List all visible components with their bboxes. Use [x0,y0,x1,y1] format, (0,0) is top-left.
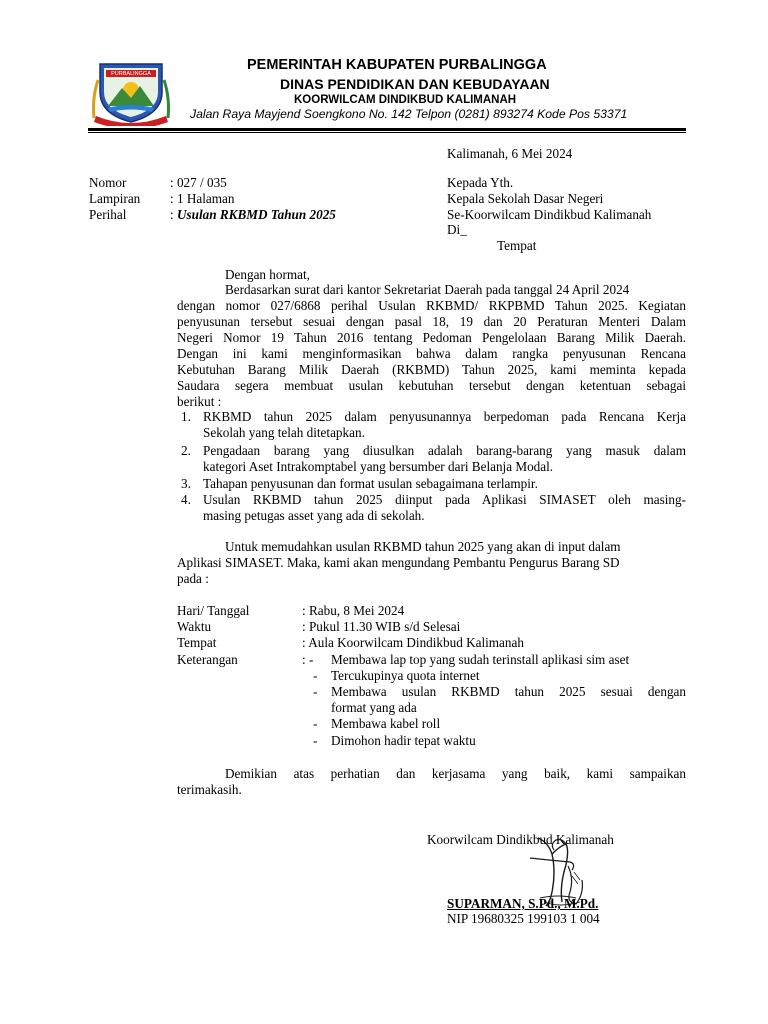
note-line: Membawa kabel roll [331,716,441,731]
note-line: format yang ada [331,700,417,715]
letterhead-address: Jalan Raya Mayjend Soengkono No. 142 Telpon (0281) 893274 Kode Pos 53371 [190,107,628,121]
letterhead-line3: KOORWILCAM DINDIKBUD KALIMANAH [294,94,517,106]
paragraph-line: Dengan ini kami menginformasikan bahwa dalam rangka penyusunan Rencana [177,346,686,361]
header-rule-thick [88,128,686,131]
list-item-line: Tahapan penyusunan dan format usulan sebagaimana terlampir. [203,476,538,491]
recipient-line4: Di_ [447,222,467,237]
paragraph-line: dengan nomor 027/6868 perihal Usulan RKBMD/ RKPBMD Tahun 2025. Kegiatan [177,298,686,313]
recipient-line5: Tempat [497,238,537,253]
list-item-line: Pengadaan barang yang diusulkan adalah barang-barang yang masuk dalam [203,443,686,458]
schedule-value-place: : Aula Koorwilcam Dindikbud Kalimanah [302,635,524,650]
paragraph-line: berikut : [177,394,222,409]
note-line: Membawa lap top yang sudah terinstall aplikasi sim aset [331,652,630,667]
letterhead-line2: DINAS PENDIDIKAN DAN KEBUDAYAAN [280,76,550,92]
signatory-nip: NIP 19680325 199103 1 004 [447,911,600,926]
paragraph-line: Negeri Nomor 19 Tahun 2016 tentang Pedoman Pengelolaan Barang Milik Daerah. [177,330,686,345]
note-dash: - [313,733,318,748]
meta-value-nomor: : 027 / 035 [170,175,227,190]
meta-value-perihal [170,207,336,223]
signatory-name: SUPARMAN, S.Pd., M.Pd. [447,896,599,911]
regency-emblem-logo [90,58,172,126]
schedule-label-notes: Keterangan [177,652,238,667]
schedule-label-date: Hari/ Tanggal [177,603,250,618]
note-dash: - [313,716,318,731]
closing-line: terimakasih. [177,782,242,797]
signatory-position: Koorwilcam Dindikbud Kalimanah [427,832,614,847]
greeting: Dengan hormat, [225,267,310,282]
list-number: 4. [181,492,191,507]
meta-label-nomor: Nomor [89,175,127,190]
schedule-value-notes: : - [302,652,314,667]
paragraph-line: penyusunan tersebut sesuai dengan pasal 18, 19 dan 20 Peraturan Menteri Dalam [177,314,686,329]
emblem-text: PURBALINGGA [111,70,151,77]
meta-label-perihal: Perihal [89,207,127,222]
list-number: 1. [181,409,191,424]
schedule-label-place: Tempat [177,635,217,650]
letter-date: Kalimanah, 6 Mei 2024 [447,146,573,161]
paragraph-line: Berdasarkan surat dari kantor Sekretariat Daerah pada tanggal 24 April 2024 [225,282,630,297]
letterhead-line1: PEMERINTAH KABUPATEN PURBALINGGA [247,57,547,73]
note-line: Tercukupinya quota internet [331,668,480,683]
list-number: 3. [181,476,191,491]
schedule-value-time: : Pukul 11.30 WIB s/d Selesai [302,619,461,634]
recipient-line2: Kepala Sekolah Dasar Negeri [447,191,604,206]
paragraph-line: Aplikasi SIMASET. Maka, kami akan mengundang Pembantu Pengurus Barang SD [177,555,620,570]
recipient-line1: Kepada Yth. [447,175,514,190]
note-dash: - [313,668,318,683]
list-item-line: RKBMD tahun 2025 dalam penyusunannya berpedoman pada Rencana Kerja [203,409,686,424]
list-item-line: Usulan RKBMD tahun 2025 diinput pada Aplikasi SIMASET oleh masing- [203,492,686,507]
list-item-line: kategori Aset Intrakomptabel yang bersumber dari Belanja Modal. [203,459,554,474]
schedule-value-date: : Rabu, 8 Mei 2024 [302,603,405,618]
paragraph-line: Kebutuhan Barang Milik Daerah (RKBMD) Tahun 2025, kami meminta kepada [177,362,686,377]
header-rule-thin [88,132,686,133]
recipient-line3: Se-Koorwilcam Dindikbud Kalimanah [447,207,652,222]
closing-line: Demikian atas perhatian dan kerjasama yang baik, kami sampaikan [225,766,686,781]
perihal-colon: : [170,207,177,222]
paragraph-line: pada : [177,571,209,586]
meta-value-lampiran: : 1 Halaman [170,191,235,206]
perihal-subject: Usulan RKBMD Tahun 2025 [176,207,336,222]
meta-label-lampiran: Lampiran [89,191,141,206]
paragraph-line: Saudara segera membuat usulan kebutuhan tersebut dengan ketentuan sebagai [177,378,686,393]
paragraph-line: Untuk memudahkan usulan RKBMD tahun 2025 yang akan di input dalam [225,539,621,554]
schedule-label-time: Waktu [177,619,212,634]
list-item-line: masing petugas asset yang ada di sekolah. [203,508,425,523]
note-line: Membawa usulan RKBMD tahun 2025 sesuai dengan [331,684,686,699]
note-line: Dimohon hadir tepat waktu [331,733,476,748]
note-dash: - [313,684,318,699]
list-item-line: Sekolah yang telah ditetapkan. [203,425,365,440]
list-number: 2. [181,443,191,458]
